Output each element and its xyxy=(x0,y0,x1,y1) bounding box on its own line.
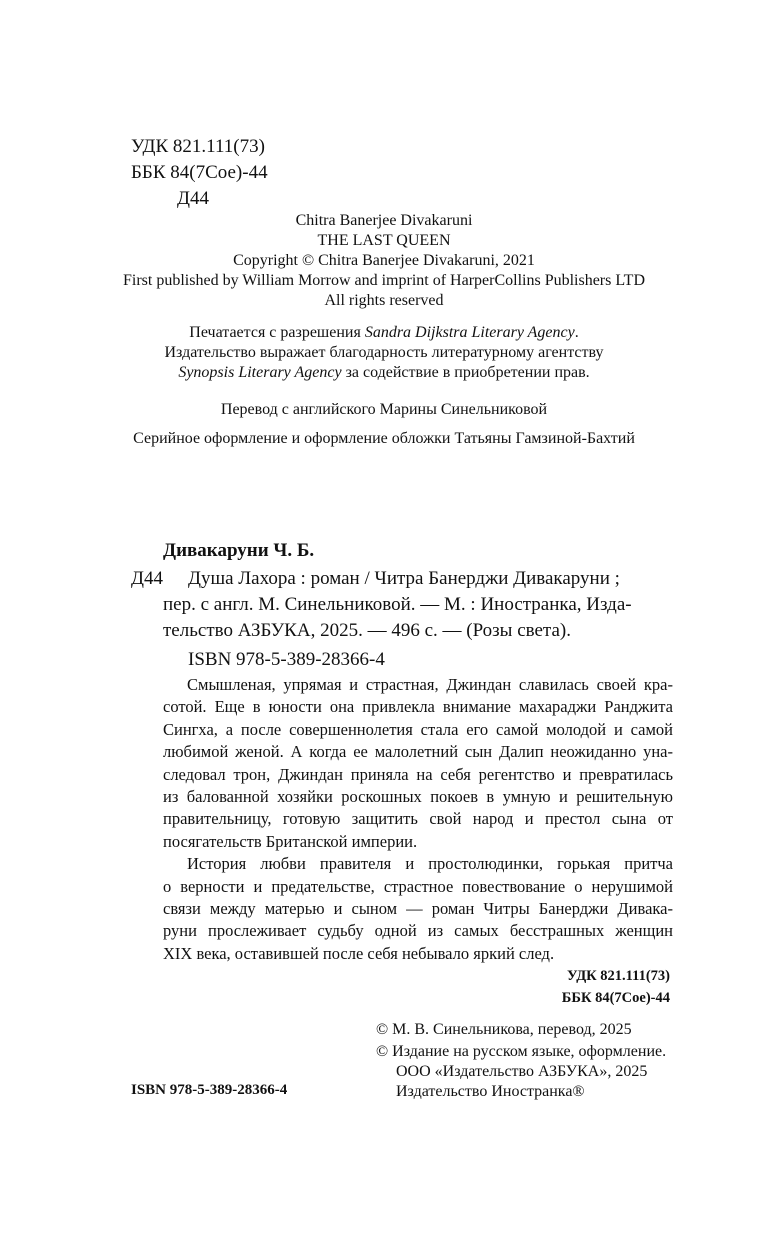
udk-code: УДК 821.111(73) xyxy=(131,136,265,157)
catalog-mark: Д44 xyxy=(131,568,163,589)
agency-name-2: Synopsis Literary Agency xyxy=(178,364,342,381)
design-credit: Серийное оформление и оформление обложки Татьяны Гамзиной-Бахтий xyxy=(133,430,635,447)
catalog-heading: Дивакаруни Ч. Б. xyxy=(163,540,315,561)
agency-name: Sandra Dijkstra Literary Agency xyxy=(364,324,575,341)
first-published: First published by William Morrow and imprint of HarperCollins Publishers LTD xyxy=(123,272,645,289)
annotation-line: Смышленая, упрямая и страстная, Джиндан славилась своей кра- xyxy=(187,675,673,694)
footer-udk: УДК 821.111(73) xyxy=(567,968,670,984)
annotation-line: правительницу, готовую защитить свой народ и престол сына от xyxy=(163,809,673,829)
annotation-line: из балованной хозяйки роскошных покоев в умную и решительную xyxy=(163,786,673,806)
annotation xyxy=(163,674,673,965)
original-title: THE LAST QUEEN xyxy=(317,232,451,249)
bottom-isbn: ISBN 978-5-389-28366-4 xyxy=(131,1082,288,1098)
catalog-isbn: ISBN 978-5-389-28366-4 xyxy=(188,649,385,670)
assistance-line: Synopsis Literary Agency за содействие в приобретении прав. xyxy=(178,364,590,381)
copyright-imprint: Издательство Иностранка® xyxy=(396,1083,585,1100)
original-author: Chitra Banerjee Divakaruni xyxy=(295,212,473,229)
annotation-line: История любви правителя и простолюдинки, горькая притча xyxy=(187,854,673,874)
annotation-line: посягательств Британской империи. xyxy=(163,831,418,851)
copyright-edition: © Издание на русском языке, оформление. xyxy=(376,1043,667,1060)
author-mark: Д44 xyxy=(177,188,209,209)
translation-credit: Перевод с английского Марины Синельниковой xyxy=(220,401,548,418)
annotation-line: XIX века, оставившей после себя небывало яркий след. xyxy=(163,943,555,963)
annotation-line: о верности и предательстве, страстное повествование о нерушимой xyxy=(163,876,673,896)
catalog-line-1: Душа Лахора : роман / Читра Банерджи Дивакаруни ; xyxy=(188,568,620,589)
rights-reserved: All rights reserved xyxy=(324,292,444,309)
annotation-line: любимой женой. А когда ее малолетний сын Далип неожиданно уна- xyxy=(163,742,673,762)
catalog-line-3: тельство АЗБУКА, 2025. — 496 с. — (Розы света). xyxy=(163,620,571,641)
annotation-line: Сингха, а после совершеннолетия стала его самой молодой и самой xyxy=(163,719,673,739)
original-copyright: Copyright © Chitra Banerjee Divakaruni, 2021 xyxy=(233,252,535,269)
annotation-line: руни прослеживает судьбу одной из самых бесстрашных женщин xyxy=(163,921,673,941)
bbk-code: ББК 84(7Сое)-44 xyxy=(131,162,268,183)
copyright-publisher: ООО «Издательство АЗБУКА», 2025 xyxy=(396,1063,648,1080)
permission-line: Печатается с разрешения Sandra Dijkstra Literary Agency. xyxy=(189,324,579,341)
gratitude-line: Издательство выражает благодарность литературному агентству xyxy=(164,344,604,361)
copyright-translation: © М. В. Синельникова, перевод, 2025 xyxy=(376,1021,632,1038)
catalog-line-2: пер. с англ. М. Синельниковой. — М. : Иностранка, Изда- xyxy=(163,594,632,615)
annotation-line: связи между матерью и сыном — роман Читры Банерджи Дивака- xyxy=(163,898,673,918)
footer-bbk: ББК 84(7Сое)-44 xyxy=(561,990,670,1006)
annotation-line: сотой. Еще в юности она привлекла внимание махараджи Ранджита xyxy=(163,697,673,717)
annotation-line: следовал трон, Джиндан приняла на себя регентство и превратилась xyxy=(163,764,673,784)
